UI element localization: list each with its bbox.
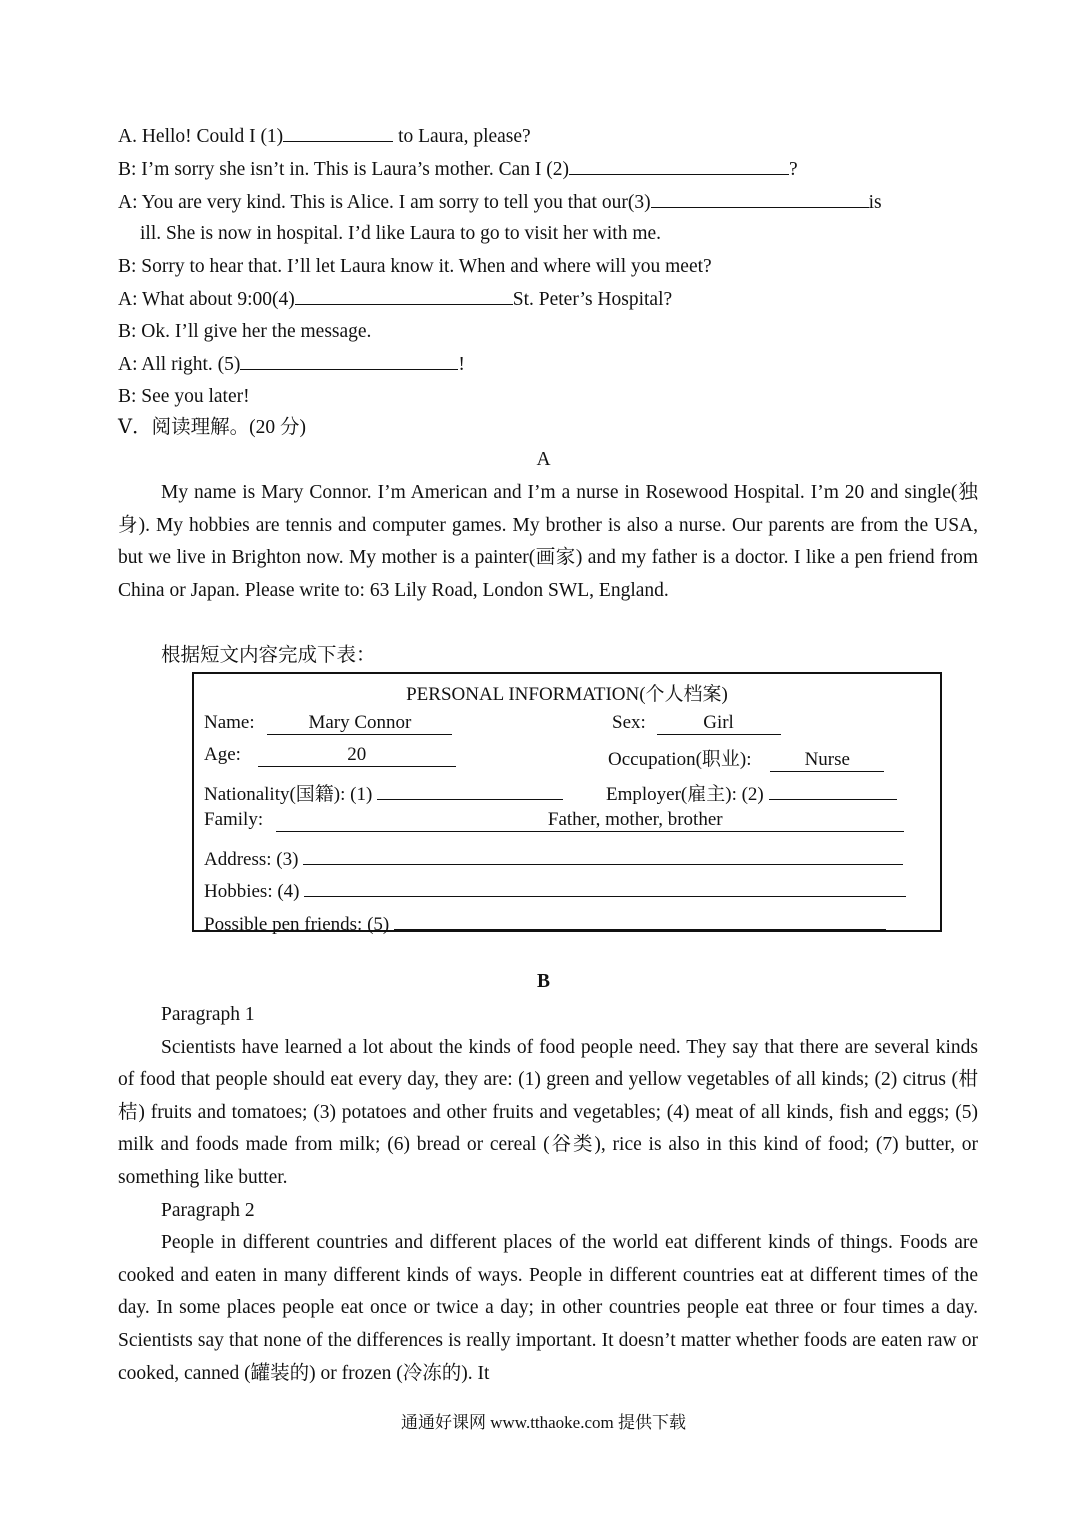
employer-row [606, 777, 897, 806]
address-row [204, 842, 903, 871]
sex-label: Sex: [612, 712, 646, 733]
dialogue-text: A: All right. (5) [118, 354, 241, 375]
dialogue-text-after: St. Peter’s Hospital? [512, 289, 673, 310]
answer-blank[interactable] [240, 351, 458, 370]
footer-source: 通通好课网 www.tthaoke.com 提供下载 [400, 1413, 687, 1432]
nationality-row [204, 777, 563, 806]
passage-a-paragraph: My name is Mary Connor. I’m American and I’m a nurse in Rosewood Hospital. I’m 20 and single(独身). My hobbies are tennis and computer games. My brother is also a nurse. Our parents are from the USA, but we live in Brighton now. My mother is a painter(画家) and my father is a doctor. I like a pen friend from China or Japan. Please write to: 63 Lily Road, London SWL, England. [118, 482, 978, 601]
dialogue-line [118, 189, 882, 216]
dialogue-text: B: I’m sorry she isn’t in. This is Laura’s mother. Can I (2) [118, 159, 569, 180]
nationality-blank[interactable] [377, 777, 563, 800]
penfriends-blank[interactable] [394, 907, 886, 930]
dialogue-text: B: Sorry to hear that. I’ll let Laura know it. When and where will you meet? [118, 256, 712, 277]
age-row [204, 744, 456, 767]
family-label: Family: [204, 809, 264, 830]
dialogue-line [118, 286, 672, 313]
penfriends-label: Possible pen friends: (5) [204, 914, 390, 935]
address-label: Address: (3) [204, 849, 299, 870]
sex-value: Girl [657, 712, 781, 735]
passage-a-label: A [536, 449, 551, 470]
penfriends-row [204, 907, 886, 936]
dialogue-line [118, 319, 371, 345]
nationality-label: Nationality(国籍): (1) [204, 784, 373, 805]
family-row [204, 809, 904, 832]
answer-blank[interactable] [569, 156, 789, 175]
passage-a-text [118, 477, 978, 607]
dialogue-text-after: ? [788, 159, 798, 180]
table-instruction: 根据短文内容完成下表： [161, 645, 376, 666]
dialogue-text-after: to Laura, please? [393, 126, 531, 147]
section-heading: Ⅴ．阅读理解。(20 分) [118, 417, 306, 438]
occupation-label: Occupation(职业): [608, 749, 752, 770]
dialogue-text-after: ! [458, 354, 465, 375]
paragraph-2-text: People in different countries and different places of the world eat different kinds of things. Foods are cooked and eaten in many different kinds of ways. People in different countries eat at different times of the day. In some places people eat once or twice a day; in other countries people eat three or four times a day. Scientists say that none of the differences is really important. It doesn’t matter whether foods are eaten raw or cooked, canned (罐装的) or frozen (冷冻的). It [118, 1232, 978, 1384]
occupation-row [608, 744, 884, 772]
personal-information-table [192, 672, 942, 935]
dialogue-line [118, 384, 250, 410]
paragraph-2-heading: Paragraph 2 [161, 1199, 255, 1221]
name-row [204, 712, 452, 735]
dialogue-text: A: You are very kind. This is Alice. I am sorry to tell you that our(3) [118, 192, 651, 213]
answer-blank[interactable] [283, 123, 393, 142]
dialogue-line [118, 123, 531, 150]
passage-b-label: B [536, 971, 550, 992]
age-value: 20 [258, 744, 456, 767]
family-value: Father, mother, brother [276, 809, 904, 832]
dialogue-text: ill. She is now in hospital. I’d like Laura to go to visit her with me. [140, 223, 662, 244]
name-label: Name: [204, 712, 255, 733]
dialogue-line [118, 351, 465, 378]
hobbies-blank[interactable] [304, 874, 906, 897]
sex-row [612, 712, 781, 735]
age-label: Age: [204, 744, 241, 765]
dialogue-text: B: See you later! [118, 386, 250, 407]
hobbies-row [204, 874, 906, 903]
dialogue-text: A. Hello! Could I (1) [118, 126, 284, 147]
paragraph-1-text: Scientists have learned a lot about the kinds of food people need. They say that there are several kinds of food that people should eat every day, they are: (1) green and yellow vegetables of all kinds; (2) citrus (柑桔) fruits and tomatoes; (3) potatoes and other fruits and vegetables; (4) meat of all kinds, fish and eggs; (5) milk and foods made from milk; (6) bread or cereal (谷类), rice is also in this kind of food; (7) butter, or something like butter. [118, 1036, 978, 1188]
hobbies-label: Hobbies: (4) [204, 881, 300, 902]
occupation-value: Nurse [770, 749, 884, 772]
name-value: Mary Connor [267, 712, 452, 735]
dialogue-text: A: What about 9:00(4) [118, 289, 295, 310]
dialogue-line [118, 254, 712, 280]
passage-b-text [118, 999, 978, 1390]
dialogue-line [118, 156, 798, 183]
employer-blank[interactable] [769, 777, 897, 800]
dialogue-text: B: Ok. I’ll give her the message. [118, 321, 372, 342]
table-title: PERSONAL INFORMATION(个人档案) [406, 684, 728, 705]
dialogue-text-after: is [868, 192, 882, 213]
employer-label: Employer(雇主): (2) [606, 784, 764, 805]
answer-blank[interactable] [651, 189, 869, 208]
answer-blank[interactable] [295, 286, 513, 305]
address-blank[interactable] [303, 842, 903, 865]
paragraph-1-heading: Paragraph 1 [161, 1004, 255, 1025]
dialogue-line [140, 221, 661, 247]
